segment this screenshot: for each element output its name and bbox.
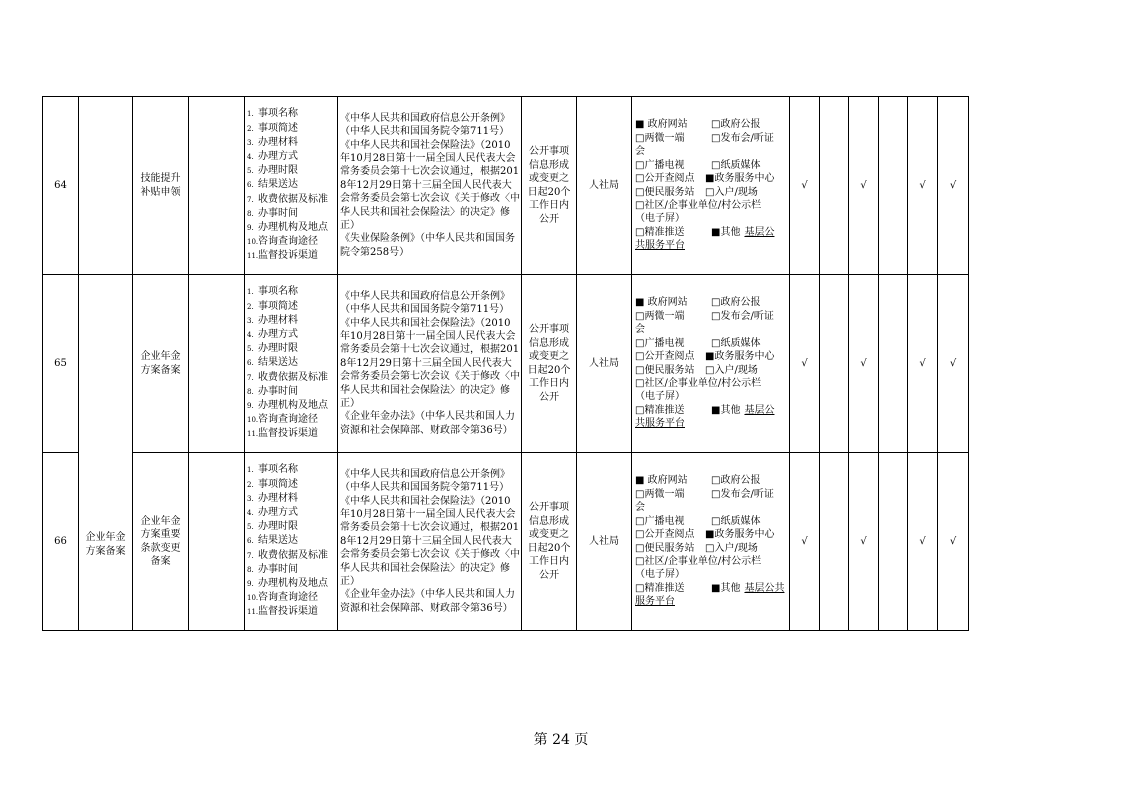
item-text: 事项简述: [258, 300, 298, 312]
channel-line: [635, 404, 789, 417]
check-cell: √: [938, 275, 969, 453]
channel-line: [635, 390, 789, 403]
list-item: [247, 314, 337, 328]
item-text: 事项名称: [258, 286, 298, 298]
item-number: 7.: [247, 373, 254, 382]
channel-option: ■ 政府网站: [635, 119, 688, 131]
item-number: 2.: [247, 124, 254, 133]
channel-option: □社区/企事业单位/村公示栏: [635, 199, 762, 211]
disclosure-items-list: [247, 463, 337, 619]
channel-line: [635, 323, 789, 336]
item-text: 事项名称: [258, 464, 298, 476]
item-number: 8.: [247, 565, 254, 574]
item-text: 咨询查询途径: [258, 414, 318, 426]
category-text: 企业年金 方案备案: [85, 532, 126, 557]
channel-line: [635, 474, 789, 487]
channel-option: □社区/企事业单位/村公示栏: [635, 377, 762, 389]
list-item: [247, 478, 337, 492]
legal-basis-cell: [338, 453, 522, 631]
item-text: 办理时限: [258, 521, 298, 533]
list-item: [247, 413, 337, 427]
list-item: [247, 385, 337, 399]
channel-line: [635, 199, 789, 212]
channels-cell: [632, 275, 790, 453]
channel-option: ■ 政府网站: [635, 297, 688, 309]
channel-option: □公开查阅点: [635, 173, 695, 185]
other-platform-text: 服务平台: [635, 596, 675, 608]
legal-basis-entry: 《中华人民共和国政府信息公开条例》（中华人民共和国国务院令第711号）: [340, 112, 510, 138]
other-platform-text: 基层公: [744, 404, 775, 416]
item-text: 办理方式: [258, 150, 298, 162]
channels-cell: [632, 97, 790, 275]
department-cell: 人社局: [577, 275, 632, 453]
other-platform-text: 基层公共: [744, 582, 785, 594]
channel-option: □入户/现场: [705, 186, 758, 198]
table-row: [43, 97, 969, 275]
channel-line: [635, 337, 789, 350]
item-number: 10.: [247, 594, 259, 603]
item-number: 7.: [247, 195, 254, 204]
item-number: 10.: [247, 416, 259, 425]
list-item: [247, 506, 337, 520]
channel-line: [635, 417, 789, 430]
item-text: 办理时限: [258, 343, 298, 355]
item-number: 4.: [247, 330, 254, 339]
list-item: [247, 427, 337, 441]
check-cell: √: [849, 275, 879, 453]
check-cell: √: [790, 97, 820, 275]
list-item: [247, 549, 337, 563]
channel-line: [635, 145, 789, 158]
item-number: 9.: [247, 224, 254, 232]
list-item: [247, 342, 337, 356]
blank-cell: [189, 453, 245, 631]
item-text: 办理材料: [258, 136, 298, 148]
time-limit-text: 公开事项 信息形成 或变更之 日起20个 工作日内 公开: [527, 146, 571, 225]
channel-option: □政府公报: [711, 297, 761, 309]
list-item: [247, 328, 337, 342]
channel-option: □精准推送: [635, 226, 685, 238]
channel-option: □精准推送: [635, 582, 685, 594]
item-text: 结果送达: [258, 179, 298, 191]
blank-cell: [189, 275, 245, 453]
category-cell: [79, 97, 133, 275]
channel-line: [635, 555, 789, 568]
list-item: [247, 164, 337, 178]
channel-option: □便民服务站: [635, 186, 695, 198]
channel-line: [635, 239, 789, 252]
item-number: 11.: [247, 608, 259, 617]
other-platform-text: 共服务平台: [635, 418, 685, 430]
check-cell: √: [790, 453, 820, 631]
item-text: 结果送达: [258, 535, 298, 547]
item-number: 6.: [247, 181, 254, 190]
channel-option-continued: 会: [635, 502, 645, 514]
list-item: [247, 285, 337, 299]
channel-option: □公开查阅点: [635, 351, 695, 363]
check-cell: [820, 275, 849, 453]
item-number: 6.: [247, 537, 254, 546]
item-text: 收费依据及标准: [258, 549, 328, 561]
department-cell: 人社局: [577, 453, 632, 631]
item-number: 5.: [247, 167, 254, 176]
legal-basis-cell: [338, 275, 522, 453]
item-number: 4.: [247, 152, 254, 161]
check-cell: √: [908, 97, 938, 275]
channel-line: [635, 212, 789, 225]
check-cell: √: [790, 275, 820, 453]
channel-option: ■其他: [711, 404, 741, 416]
channel-line: [635, 350, 789, 363]
channel-option: □两微一端: [635, 310, 685, 322]
item-text: 办事时间: [258, 563, 298, 575]
item-number: 8.: [247, 387, 254, 396]
channel-option: □社区/企事业单位/村公示栏: [635, 555, 762, 567]
channel-option-continued: 会: [635, 324, 645, 336]
channel-line: [635, 364, 789, 377]
item-number: 5.: [247, 523, 254, 532]
item-text: 办理材料: [258, 492, 298, 504]
item-text: 监督投诉渠道: [258, 250, 318, 262]
item-text: 事项简述: [258, 122, 298, 134]
list-item: [247, 356, 337, 370]
row-number: 65: [43, 275, 79, 453]
legal-basis-entry: 《中华人民共和国政府信息公开条例》（中华人民共和国国务院令第711号）: [340, 468, 510, 494]
subcategory-text: 企业年金 方案备案: [140, 351, 181, 376]
channel-option: □政府公报: [711, 119, 761, 131]
item-text: 办理机构及地点: [258, 578, 328, 589]
disclosure-items-cell: [245, 275, 338, 453]
item-text: 办事时间: [258, 385, 298, 397]
item-number: 4.: [247, 508, 254, 517]
channel-line: [635, 595, 789, 608]
channel-option: □两微一端: [635, 132, 685, 144]
channel-option: ■政务服务中心: [705, 173, 775, 185]
list-item: [247, 399, 337, 413]
channels-cell: [632, 453, 790, 631]
list-item: [247, 221, 337, 235]
list-item: [247, 136, 337, 150]
list-item: [247, 122, 337, 136]
channel-option-continued: （电子屏）: [635, 213, 685, 225]
list-item: [247, 193, 337, 207]
legal-basis-entry: 《失业保险条例》（中华人民共和国国务院令第258号）: [340, 233, 515, 258]
other-platform-text: 共服务平台: [635, 240, 685, 252]
blank-cell: [189, 97, 245, 275]
subcategory-text: 企业年金 方案重要 条款变更 备案: [140, 515, 181, 567]
channel-option: □广播电视: [635, 337, 685, 349]
time-limit-cell: [522, 453, 577, 631]
legal-basis-entry: 《中华人民共和国社会保险法》（2010年10月28日第十一届全国人民代表大会常务委员会第十七次会议通过，根据2018年12月29日第十三届全国人民代表大会常务委员会第七次会议《关于修改〈中华人民共和国社会保险法〉的决定》修正）: [340, 139, 520, 232]
channel-line: [635, 159, 789, 172]
row-number: 66: [43, 453, 79, 631]
channel-option: □广播电视: [635, 159, 685, 171]
channel-option: □公开查阅点: [635, 529, 695, 541]
check-cell: √: [849, 453, 879, 631]
item-number: 2.: [247, 302, 254, 311]
channel-option: □纸质媒体: [711, 337, 761, 349]
item-number: 3.: [247, 316, 254, 325]
channel-line: [635, 528, 789, 541]
channel-line: [635, 501, 789, 514]
check-cell: √: [908, 275, 938, 453]
channel-line: [635, 172, 789, 185]
channel-line: [635, 515, 789, 528]
item-number: 5.: [247, 345, 254, 354]
page-number: 第 24 页: [533, 732, 589, 748]
channel-line: [635, 377, 789, 390]
channel-option: □发布会/听证: [711, 310, 774, 322]
list-item: [247, 371, 337, 385]
channel-option: □发布会/听证: [711, 132, 774, 144]
channel-line: [635, 132, 789, 145]
channel-line: [635, 582, 789, 595]
item-number: 9.: [247, 580, 254, 588]
check-cell: [820, 97, 849, 275]
item-number: 2.: [247, 480, 254, 489]
item-text: 结果送达: [258, 357, 298, 369]
check-cell: [879, 275, 908, 453]
table-row: [43, 275, 969, 453]
list-item: [247, 520, 337, 534]
channel-option: □发布会/听证: [711, 488, 774, 500]
item-number: 3.: [247, 138, 254, 147]
subcategory-cell: [133, 97, 189, 275]
item-text: 咨询查询途径: [258, 592, 318, 604]
channel-line: [635, 226, 789, 239]
channel-option: ■ 政府网站: [635, 475, 688, 487]
item-number: 8.: [247, 209, 254, 218]
legal-basis-entry: 《中华人民共和国政府信息公开条例》（中华人民共和国国务院令第711号）: [340, 290, 510, 316]
item-number: 1.: [247, 466, 254, 475]
legal-basis-entry: 《中华人民共和国社会保险法》（2010年10月28日第十一届全国人民代表大会常务委员会第十七次会议通过，根据2018年12月29日第十三届全国人民代表大会常务委员会第七次会议《关于修改〈中华人民共和国社会保险法〉的决定》修正）: [340, 495, 520, 588]
item-text: 办事时间: [258, 207, 298, 219]
legal-basis-entry: 《中华人民共和国社会保险法》（2010年10月28日第十一届全国人民代表大会常务委员会第十七次会议通过，根据2018年12月29日第十三届全国人民代表大会常务委员会第七次会议《关于修改〈中华人民共和国社会保险法〉的决定》修正）: [340, 317, 520, 410]
channel-option-continued: （电子屏）: [635, 569, 685, 581]
check-cell: √: [908, 453, 938, 631]
item-text: 收费依据及标准: [258, 371, 328, 383]
item-text: 咨询查询途径: [258, 236, 318, 248]
department-cell: 人社局: [577, 97, 632, 275]
list-item: [247, 492, 337, 506]
channel-option: □政府公报: [711, 475, 761, 487]
channel-option: □纸质媒体: [711, 159, 761, 171]
time-limit-text: 公开事项 信息形成 或变更之 日起20个 工作日内 公开: [527, 502, 571, 581]
list-item: [247, 150, 337, 164]
item-text: 办理方式: [258, 506, 298, 518]
item-number: 11.: [247, 430, 259, 439]
list-item: [247, 207, 337, 221]
subcategory-cell: [133, 275, 189, 453]
disclosure-items-cell: [245, 97, 338, 275]
disclosure-table: [42, 96, 969, 631]
item-text: 事项简述: [258, 478, 298, 490]
list-item: [247, 534, 337, 548]
item-text: 监督投诉渠道: [258, 606, 318, 618]
subcategory-text: 技能提升 补贴申领: [140, 173, 181, 198]
item-number: 3.: [247, 494, 254, 503]
channel-line: [635, 568, 789, 581]
list-item: [247, 249, 337, 263]
item-number: 7.: [247, 551, 254, 560]
time-limit-cell: [522, 275, 577, 453]
time-limit-text: 公开事项 信息形成 或变更之 日起20个 工作日内 公开: [527, 324, 571, 403]
item-text: 监督投诉渠道: [258, 428, 318, 440]
channel-line: [635, 296, 789, 309]
channel-option: □入户/现场: [705, 542, 758, 554]
item-number: 1.: [247, 110, 254, 119]
category-cell: [79, 275, 133, 631]
list-item: [247, 463, 337, 477]
channel-option: □纸质媒体: [711, 515, 761, 527]
channel-option: ■其他: [711, 582, 741, 594]
check-cell: [879, 97, 908, 275]
list-item: [247, 235, 337, 249]
item-number: 1.: [247, 288, 254, 297]
item-text: 办理时限: [258, 165, 298, 177]
item-text: 办理机构及地点: [258, 222, 328, 233]
check-cell: [879, 453, 908, 631]
channel-option: □便民服务站: [635, 364, 695, 376]
item-text: 办理机构及地点: [258, 400, 328, 411]
item-number: 11.: [247, 252, 259, 261]
check-cell: √: [938, 453, 969, 631]
channel-line: [635, 186, 789, 199]
other-platform-text: 基层公: [744, 226, 775, 238]
item-number: 10.: [247, 238, 259, 247]
row-number: 64: [43, 97, 79, 275]
channel-option: □精准推送: [635, 404, 685, 416]
item-number: 9.: [247, 402, 254, 410]
legal-basis-entry: 《企业年金办法》（中华人民共和国人力资源和社会保障部、财政部令第36号）: [340, 589, 515, 614]
check-cell: √: [849, 97, 879, 275]
legal-basis-entry: 《企业年金办法》（中华人民共和国人力资源和社会保障部、财政部令第36号）: [340, 411, 515, 436]
list-item: [247, 605, 337, 619]
item-text: 事项名称: [258, 108, 298, 120]
channel-line: [635, 118, 789, 131]
legal-basis-cell: [338, 97, 522, 275]
channel-line: [635, 310, 789, 323]
disclosure-items-cell: [245, 453, 338, 631]
list-item: [247, 300, 337, 314]
disclosure-items-list: [247, 285, 337, 441]
check-cell: [820, 453, 849, 631]
item-text: 办理材料: [258, 314, 298, 326]
channel-option: ■政务服务中心: [705, 351, 775, 363]
channel-option-continued: 会: [635, 146, 645, 158]
table-row: [43, 453, 969, 631]
channel-line: [635, 542, 789, 555]
channel-option: □两微一端: [635, 488, 685, 500]
channel-option: □入户/现场: [705, 364, 758, 376]
channel-option: ■政务服务中心: [705, 529, 775, 541]
check-cell: √: [938, 97, 969, 275]
list-item: [247, 591, 337, 605]
item-text: 收费依据及标准: [258, 193, 328, 205]
list-item: [247, 178, 337, 192]
list-item: [247, 107, 337, 121]
channel-option: ■其他: [711, 226, 741, 238]
channel-option: □广播电视: [635, 515, 685, 527]
channel-option: □便民服务站: [635, 542, 695, 554]
list-item: [247, 577, 337, 591]
subcategory-cell: [133, 453, 189, 631]
item-number: 6.: [247, 359, 254, 368]
channel-option-continued: （电子屏）: [635, 391, 685, 403]
list-item: [247, 563, 337, 577]
disclosure-items-list: [247, 107, 337, 263]
channel-line: [635, 488, 789, 501]
time-limit-cell: [522, 97, 577, 275]
item-text: 办理方式: [258, 328, 298, 340]
